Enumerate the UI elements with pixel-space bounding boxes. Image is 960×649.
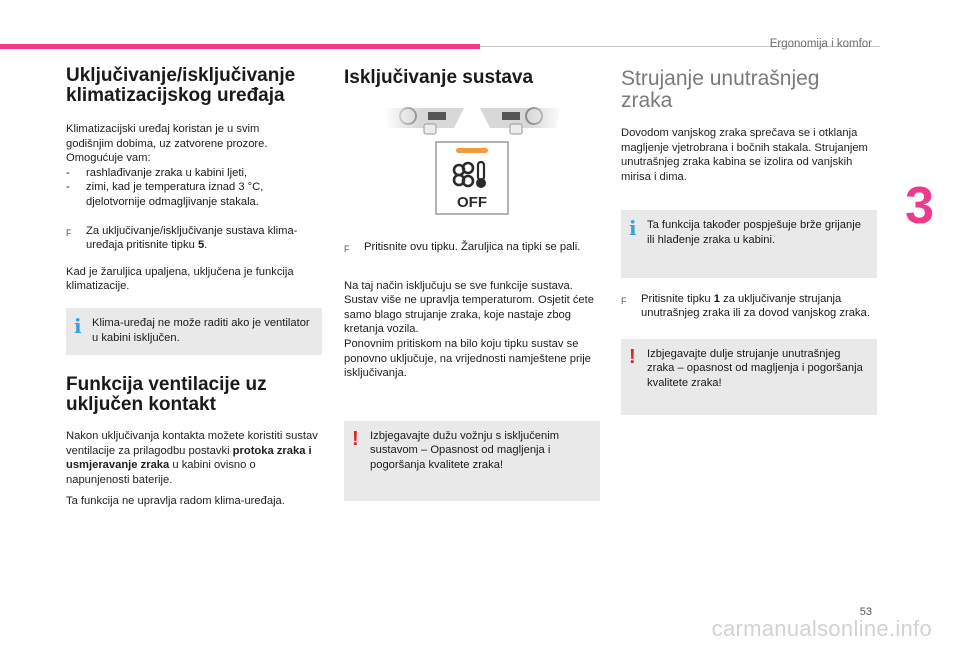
info-note: i Ta funkcija također pospješuje brže grijanje ili hlađenje zraka u kabini. — [621, 210, 877, 277]
system-off-title: Isključivanje sustava — [344, 67, 534, 88]
warning-icon: ! — [629, 345, 636, 368]
info-icon: i — [629, 216, 637, 241]
ac-title: Uključivanje/isključivanje klimatizacijskog uređaja — [66, 65, 296, 106]
info-note: i Klima-uređaj ne može raditi ako je ventilator u kabini isključen. — [66, 308, 322, 355]
column-system-off — [344, 66, 600, 501]
ac-step: F Za uključivanje/isključivanje sustava klima-uređaja pritisnite tipku 5. — [66, 224, 298, 252]
info-icon: i — [74, 313, 82, 338]
page-number: 53 — [859, 606, 872, 618]
step-arrow-icon: F — [621, 295, 627, 306]
ventilation-title: Funkcija ventilacije uz uključen kontakt — [66, 374, 267, 416]
column-recirculation — [621, 66, 877, 415]
section-title: Ergonomija i komfor — [769, 38, 872, 50]
off-description-2: Ponovnim pritiskom na bilo koju tipku sustav se ponovno uključuje, na vrijednosti namještene prije isključivanja. — [344, 337, 591, 380]
watermark: carmanualsonline.info — [711, 616, 932, 641]
recirculation-intro: Dovodom vanjskog zraka sprečava se i otklanja magljenje vjetrobrana i bočnih stakala. Strujanjem unutrašnjeg zraka kabina se izolira od vanjskih mirisa i dima. — [621, 127, 868, 183]
step-arrow-icon: F — [344, 244, 350, 254]
recirculation-step: F Pritisnite tipku 1 za uključivanje strujanja unutrašnjeg zraka ili za dovod vanjskog zraka. — [621, 292, 870, 320]
warning-icon: ! — [352, 427, 359, 450]
ac-intro: Klimatizacijski uređaj koristan je u svim godišnjim dobima, uz zatvorene prozore. Omogućuje vam: — [66, 123, 268, 165]
step-arrow-icon: F — [66, 227, 72, 238]
column-ac-switch — [66, 66, 322, 508]
warning-note: ! Izbjegavajte dužu vožnju s isključenim sustavom – Opasnost od magljenja i pogoršanja kvalitete zraka! — [344, 421, 600, 501]
off-description: Na taj način isključuju se sve funkcije sustava. Sustav više ne upravlja temperaturom. Osjetit ćete samo blago strujanje zraka, koje nastaje zbog kretanja vozila. — [344, 279, 594, 336]
ventilation-text: Nakon uključivanja kontakta možete koristiti sustav ventilacije za prilagodbu postavki protoka zraka i usmjeravanje zraka u kabini ovisno o napunjenosti baterije. — [66, 430, 318, 486]
ac-benefits-list — [66, 166, 322, 210]
off-label: OFF — [457, 194, 487, 211]
ventilation-note: Ta funkcija ne upravlja radom klima-uređaja. — [66, 494, 285, 507]
chapter-number: 3 — [905, 177, 934, 235]
off-step: F Pritisnite ovu tipku. Žaruljica na tipki se pali. — [344, 240, 600, 257]
list-item: - zimi, kad je temperatura iznad 3 °C, djelotvornije odmagljivanje stakala. — [66, 181, 264, 208]
list-item: - rashlađivanje zraka u kabini ljeti, — [66, 166, 248, 179]
dashboard-illustration — [344, 102, 600, 222]
header-accent-bar — [0, 44, 480, 49]
recirculation-title: Strujanje unutrašnjeg zraka — [621, 67, 820, 112]
warning-note: ! Izbjegavajte dulje strujanje unutrašnjeg zraka – opasnost od magljenja i pogoršanja kvalitete zraka! — [621, 339, 877, 415]
lamp-text: Kad je žaruljica upaljena, uključena je funkcija klimatizacije. — [66, 265, 294, 293]
